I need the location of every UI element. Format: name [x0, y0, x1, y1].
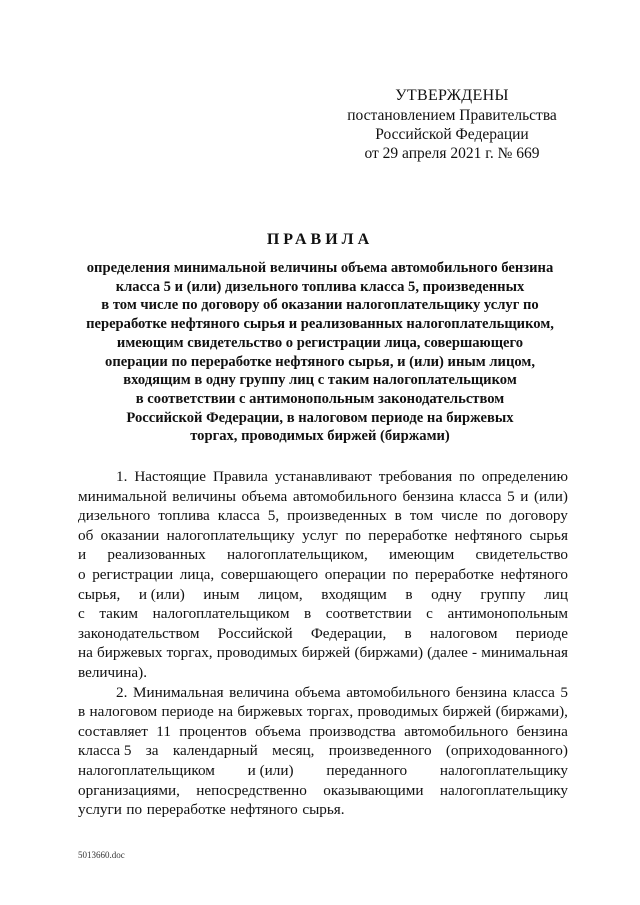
word: оказывающими [323, 781, 424, 799]
word: бензина [516, 722, 568, 740]
word: объема [255, 722, 301, 740]
word: (биржами) [354, 644, 424, 662]
word: реализованных [107, 546, 206, 564]
word: налогоплательщику [166, 526, 295, 544]
word: бензина [402, 487, 454, 505]
text-line [78, 545, 568, 565]
paragraph-2 [78, 683, 568, 820]
word: топлива [158, 507, 210, 525]
word: лиц [544, 585, 568, 603]
word: (биржами), [495, 703, 568, 721]
word: совершающего [220, 565, 319, 583]
word: имеющим [389, 546, 455, 564]
word: Настоящие [134, 468, 207, 485]
subtitle-line: в соответствии с антимонопольным законодательством [135, 390, 505, 407]
word: налогоплательщиком [152, 605, 290, 623]
word: автомобильного [346, 683, 451, 701]
word: том [409, 507, 434, 525]
text-line [78, 526, 568, 546]
word: по [485, 507, 502, 525]
approval-line-2: Российской Федерации [375, 126, 529, 143]
word: с [78, 605, 85, 623]
text-line [78, 741, 568, 761]
word: величина [229, 683, 290, 701]
word: производства [309, 722, 396, 740]
word: в [78, 703, 86, 721]
word: непосредственно [196, 781, 307, 799]
word: налогоплательщиком [78, 761, 215, 779]
text-line [78, 683, 568, 703]
word: антимонопольным [447, 605, 568, 623]
word: проводимых [216, 644, 298, 662]
word: услуги [78, 801, 122, 819]
word: об [78, 526, 94, 544]
text-line [78, 761, 568, 781]
word: минимальной [78, 487, 167, 505]
word: - [472, 644, 478, 662]
word: периоде [515, 624, 568, 642]
word: сырья. [302, 801, 345, 819]
word: составляет [78, 722, 148, 740]
word: по [459, 468, 475, 485]
text-line [78, 781, 568, 801]
word: Минимальная [132, 683, 224, 701]
word: 5 [560, 683, 568, 701]
word: величина). [78, 663, 148, 681]
word: устанавливают [274, 468, 372, 485]
word: лицом, [258, 585, 303, 603]
word: оказании [100, 526, 160, 544]
word: за [145, 742, 159, 760]
document-body [78, 467, 568, 820]
subtitle-line: переработке нефтяного сырья и реализованных налогоплательщиком, [86, 316, 554, 333]
word: класса [217, 507, 260, 525]
word: и [78, 546, 87, 564]
word: произведенных [287, 507, 387, 525]
word: с [426, 605, 433, 623]
word: объема [241, 487, 288, 505]
text-line [78, 702, 568, 722]
word: регистрации [92, 565, 174, 583]
text-line [78, 722, 568, 742]
file-name-footer: 5013660.doc [78, 850, 125, 860]
word: числе [441, 507, 478, 525]
word: налогоплательщиком, [227, 546, 368, 564]
word: сырья [529, 526, 568, 544]
word: определению [481, 468, 568, 485]
word: в [404, 624, 412, 642]
word: 11 [156, 722, 171, 740]
word: Правила [212, 468, 268, 485]
word: и (или) [247, 761, 294, 779]
word: нефтяного [454, 526, 523, 544]
subtitle-line: торгах, проводимых биржей (биржами) [190, 428, 450, 445]
subtitle-line: класса 5 и (или) дизельного топлива класса 5, произведенных [115, 278, 525, 295]
word: 1. [116, 468, 128, 485]
word: договору [509, 507, 568, 525]
word: автомобильного [292, 487, 397, 505]
word: месяц, [272, 742, 315, 760]
document-title: ПРАВИЛА [266, 231, 374, 248]
word: переработке [368, 526, 448, 544]
word: переработке [146, 801, 226, 819]
word: (далее [427, 644, 468, 662]
word: в [405, 585, 413, 603]
word: величины [172, 487, 236, 505]
word: организациями, [78, 781, 180, 799]
word: произведенного [328, 742, 432, 760]
word: входящим [321, 585, 387, 603]
word: лица, [179, 565, 215, 583]
text-line [78, 800, 568, 820]
word: биржей [442, 703, 492, 721]
word: биржевых [237, 703, 303, 721]
subtitle-line: операции по переработке нефтяного сырья, и (или) иным лицом, [105, 353, 535, 370]
word: периоде [161, 703, 214, 721]
approved-heading: УТВЕРЖДЕНЫ [395, 87, 509, 104]
text-line [78, 585, 568, 605]
word: 2. [116, 683, 128, 701]
word: нефтяного [500, 565, 568, 583]
word: и [520, 487, 529, 505]
word: объема [294, 683, 341, 701]
word: одну [431, 585, 462, 603]
word: по [345, 526, 361, 544]
text-line [78, 663, 568, 683]
approval-block [342, 86, 562, 163]
text-line [78, 604, 568, 624]
word: и (или) [138, 585, 185, 603]
text-line [78, 624, 568, 644]
word: биржей [301, 644, 351, 662]
word: на [218, 703, 233, 721]
document-subtitle [60, 259, 580, 446]
word: в [304, 605, 312, 623]
word: свидетельство [475, 546, 568, 564]
word: торгах, [307, 703, 354, 721]
word: процентов [179, 722, 247, 740]
word: налогоплательщику [439, 781, 568, 799]
word: класса [512, 683, 555, 701]
text-line [78, 506, 568, 526]
word: 5, [267, 507, 280, 525]
word: автомобильного [404, 722, 509, 740]
word: класса 5 [78, 742, 132, 760]
word: иным [203, 585, 240, 603]
word: Российской [217, 624, 293, 642]
word: группу [480, 585, 526, 603]
word: соответствии [325, 605, 412, 623]
subtitle-line: входящим в одну группу лиц с таким налогоплательщиком [123, 372, 517, 389]
word: о [78, 565, 86, 583]
word: торгах, [166, 644, 213, 662]
word: нефтяного [230, 801, 298, 819]
word: по [392, 565, 409, 583]
text-line [78, 643, 568, 663]
text-line [78, 487, 568, 507]
word: таким [99, 605, 138, 623]
approval-line-3: от 29 апреля 2021 г. № 669 [364, 145, 540, 162]
word: законодательством [78, 624, 200, 642]
word: Федерации, [310, 624, 387, 642]
word: (или) [533, 487, 568, 505]
approval-line-1: постановлением Правительства [347, 107, 557, 124]
word: налогоплательщику [439, 761, 568, 779]
word: операции [324, 565, 386, 583]
word: 5 [507, 487, 515, 505]
word: дизельного [78, 507, 151, 525]
text-line [78, 467, 568, 487]
word: в [394, 507, 402, 525]
subtitle-line: имеющим свидетельство о регистрации лица, совершающего [116, 334, 524, 351]
word: требования [378, 468, 453, 485]
subtitle-line: Российской Федерации, в налоговом периоде на биржевых [126, 409, 514, 426]
word: минимальная [481, 644, 568, 662]
subtitle-line: определения минимальной величины объема автомобильного бензина [86, 260, 554, 276]
word: (оприходованного) [445, 742, 568, 760]
word: переданного [326, 761, 408, 779]
word: бензина [455, 683, 508, 701]
word: услуг [302, 526, 338, 544]
word: на [78, 644, 93, 662]
word: налоговом [429, 624, 498, 642]
word: биржевых [97, 644, 163, 662]
word: налоговом [89, 703, 158, 721]
word: проводимых [357, 703, 439, 721]
word: календарный [172, 742, 258, 760]
word: сырья, [78, 585, 121, 603]
subtitle-line: в том числе по договору об оказании налогоплательщику услуг по [101, 297, 539, 314]
word: по [126, 801, 143, 819]
paragraph-1 [78, 467, 568, 683]
word: переработке [414, 565, 494, 583]
word: класса [459, 487, 502, 505]
text-line [78, 565, 568, 585]
